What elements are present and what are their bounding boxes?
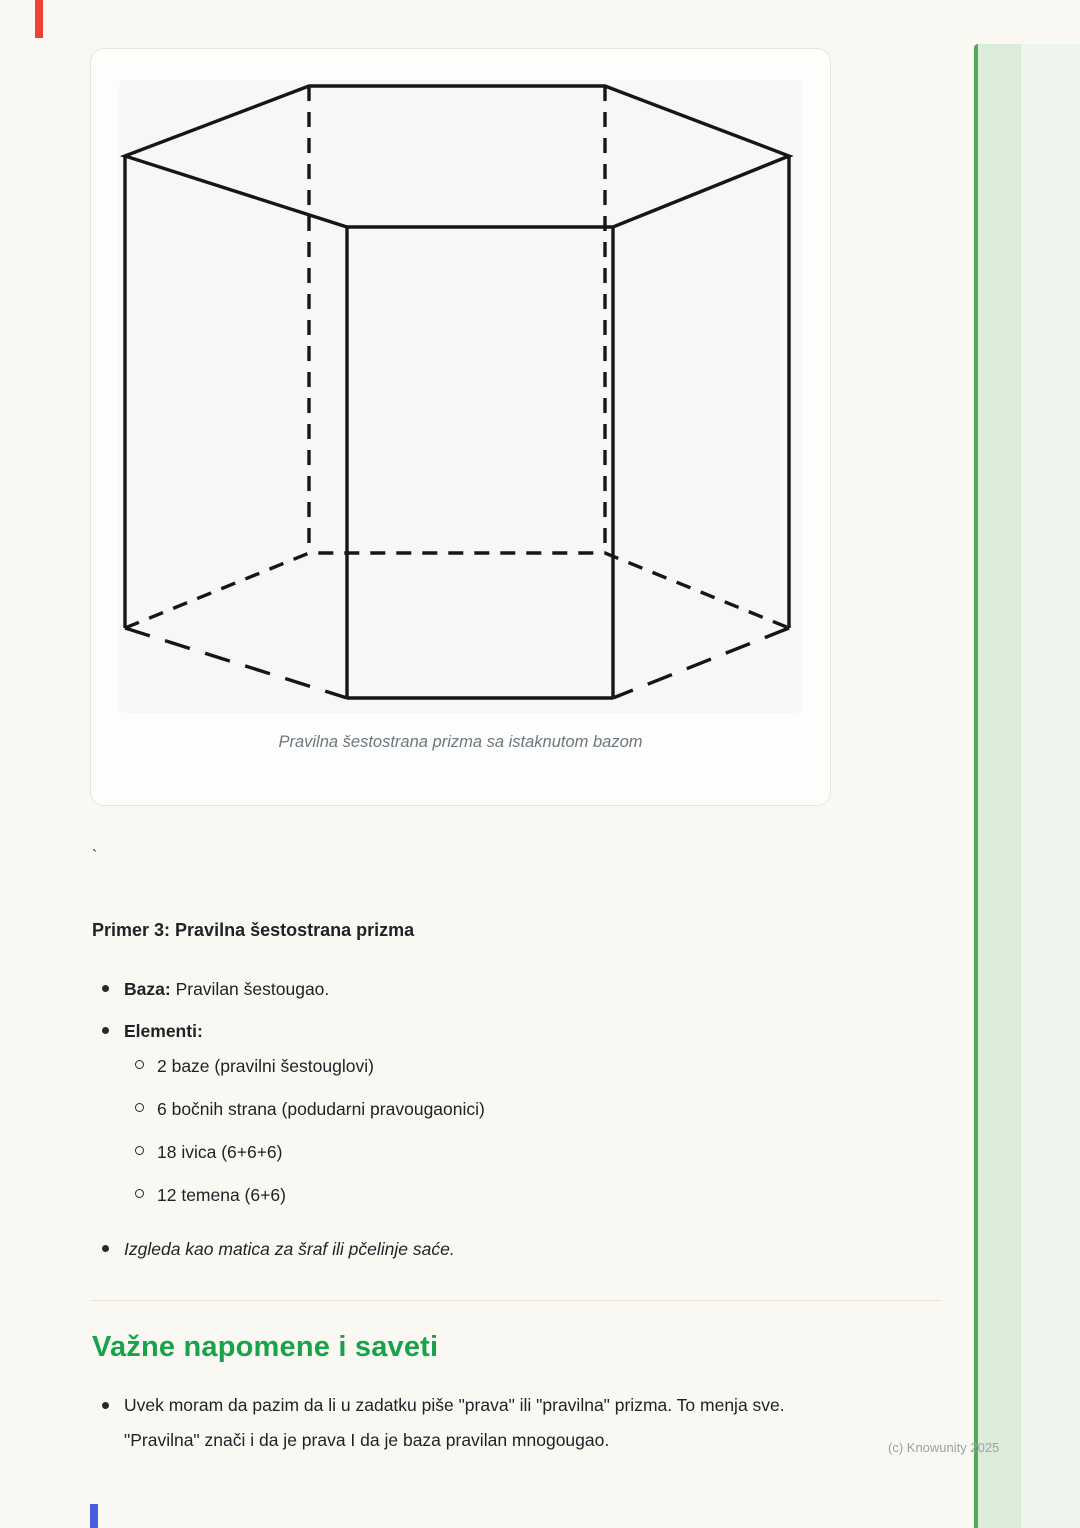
- hexagonal-prism-drawing: [119, 80, 802, 713]
- bullet-item-elementi: [102, 1018, 203, 1044]
- section-divider: [92, 1300, 940, 1301]
- bullet-dot-icon: [102, 985, 109, 992]
- sub-bullet-item: [135, 1053, 374, 1079]
- notes-heading: Važne napomene i saveti: [92, 1331, 439, 1363]
- green-side-panel: [974, 44, 1021, 1528]
- copyright-text: (c) Knowunity 2025: [888, 1440, 1000, 1455]
- figure-card: [90, 48, 831, 806]
- bullet-dot-icon: [102, 1402, 109, 1409]
- bullet-label: Elementi:: [124, 1021, 203, 1041]
- figure-caption: Pravilna šestostrana prizma sa istaknutom bazom: [278, 733, 643, 751]
- sub-bullet-text: 6 bočnih strana (podudarni pravougaonici): [157, 1099, 485, 1119]
- blue-accent-strip: [90, 1504, 98, 1528]
- sub-bullet-item: [135, 1096, 485, 1122]
- green-side-panel-outer: [1020, 44, 1080, 1528]
- italic-bullet-item: [102, 1236, 455, 1262]
- bullet-item-baza: [102, 976, 329, 1002]
- sub-bullet-text: 12 temena (6+6): [157, 1185, 286, 1205]
- backtick-character: `: [92, 848, 98, 865]
- example-heading: Primer 3: Pravilna šestostrana prizma: [92, 920, 415, 940]
- sub-bullet-circle-icon: [135, 1189, 144, 1198]
- bullet-text: [124, 1018, 203, 1044]
- sub-bullet-text: 18 ivica (6+6+6): [157, 1142, 283, 1162]
- sub-bullet-item: [135, 1182, 286, 1208]
- figure-image-area: [119, 80, 802, 713]
- notes-bullet-text: Uvek moram da pazim da li u zadatku piše "prava" ili "pravilna" prizma. To menja sve. "Pravilna" znači i da je prava I da je baza pravilan mnogougao.: [124, 1395, 785, 1450]
- bullet-text: Izgleda kao matica za šraf ili pčelinje saće.: [124, 1239, 455, 1259]
- bullet-dot-icon: [102, 1027, 109, 1034]
- red-accent-strip: [35, 0, 43, 38]
- sub-bullet-circle-icon: [135, 1146, 144, 1155]
- sub-bullet-item: [135, 1139, 283, 1165]
- notes-bullet-item: [102, 1388, 860, 1458]
- bullet-text: [124, 976, 329, 1002]
- bullet-dot-icon: [102, 1245, 109, 1252]
- bullet-value: Pravilan šestougao.: [175, 979, 330, 999]
- sub-bullet-circle-icon: [135, 1103, 144, 1112]
- bullet-label: Baza:: [124, 979, 171, 999]
- sub-bullet-text: 2 baze (pravilni šestouglovi): [157, 1056, 374, 1076]
- sub-bullet-circle-icon: [135, 1060, 144, 1069]
